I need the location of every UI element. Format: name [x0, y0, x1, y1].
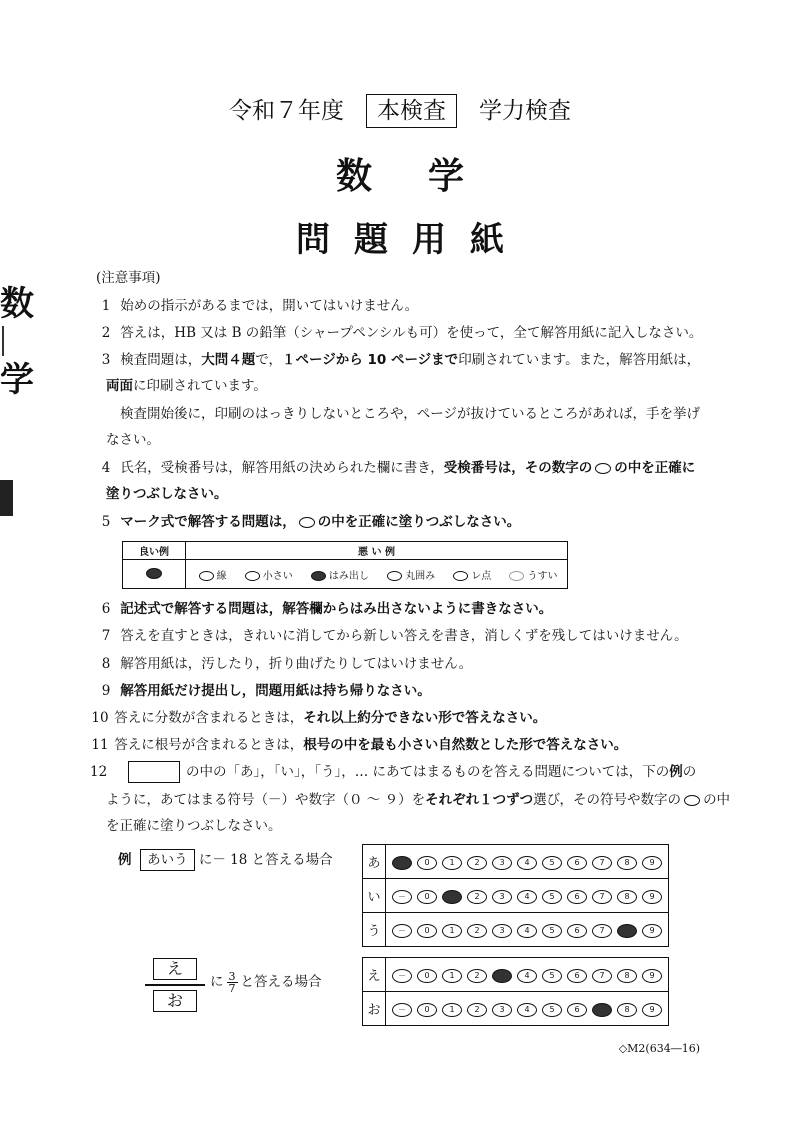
bad-example-line: 線 [196, 567, 227, 582]
small-dot-oval-icon [245, 571, 260, 581]
answer-grid-key: あ [363, 845, 386, 879]
answer-bubble[interactable]: 0 [417, 969, 437, 983]
good-example-cell [123, 560, 186, 589]
sheet-title: 問題用紙 [296, 220, 528, 260]
slashed-oval-icon [199, 571, 214, 581]
note-8: 8 解答用紙は，汚したり，折り曲げたりしてはいけません。 [101, 656, 473, 672]
note-2: 2 答えは，HB 又は B の鉛筆（シャープペンシルも可）を使って，全て解答用紙に記入しなさい。 [101, 325, 703, 341]
answer-bubble[interactable]: 1 [442, 969, 462, 983]
note-7: 7 答えを直すときは，きれいに消してから新しい答えを書き，消しくずを残してはいけません。 [101, 628, 688, 644]
answer-bubble[interactable]: 2 [467, 890, 487, 904]
faint-oval-icon [509, 571, 524, 581]
bad-example-faint: うすい [506, 567, 557, 582]
answer-bubble[interactable]: 9 [642, 890, 662, 904]
answer-bubble[interactable]: 1 [442, 856, 462, 870]
example-2-fraction-boxes [145, 958, 205, 1012]
answer-bubble[interactable]: 9 [642, 924, 662, 938]
note-5: 5 マーク式で解答する問題は， の中を正確に塗りつぶしなさい。 [101, 514, 521, 530]
answer-bubble[interactable]: 6 [567, 969, 587, 983]
side-subject-char-2: 学 [0, 360, 34, 400]
filled-oval-icon [146, 568, 162, 579]
exam-type-box: 本検査 [366, 94, 457, 128]
answer-bubble[interactable]: 5 [542, 856, 562, 870]
answer-bubble[interactable]: 3 [492, 856, 512, 870]
answer-grid-row [363, 879, 669, 913]
answer-bubble[interactable]: － [392, 924, 412, 938]
answer-grid-1 [362, 844, 669, 947]
answer-bubble[interactable]: 4 [517, 890, 537, 904]
note-3: 3 検査問題は，大問４題で，１ページから 10 ページまで印刷されています。また，解答用紙は， [101, 352, 701, 368]
oval-icon [684, 795, 700, 806]
note-12-line-2: ように，あてはまる符号（－）や数字（０ ～ ９）をそれぞれ１つずつ選び，その符号や数字の の中 [106, 792, 731, 808]
answer-grid-row [363, 992, 669, 1026]
answer-bubble[interactable]: － [392, 969, 412, 983]
bad-example-small: 小さい [242, 567, 293, 582]
answer-bubble[interactable]: － [392, 890, 412, 904]
answer-grid-key: い [363, 879, 386, 913]
answer-bubble[interactable]: 2 [467, 1003, 487, 1017]
notes-heading: (注意事項) [96, 270, 161, 286]
answer-bubble[interactable]: 9 [642, 856, 662, 870]
example-2-bottom-box: お [153, 990, 197, 1012]
check-oval-icon [453, 571, 468, 581]
answer-bubble[interactable]: 6 [567, 924, 587, 938]
example-2-fraction: $\frac{3}{7}$ [228, 970, 236, 995]
side-black-mark [0, 480, 13, 516]
answer-bubble[interactable]: 2 [467, 969, 487, 983]
oval-icon [299, 517, 315, 528]
answer-bubble[interactable]: 8 [617, 924, 637, 938]
answer-bubble[interactable]: 9 [642, 969, 662, 983]
answer-bubble[interactable]: 5 [542, 1003, 562, 1017]
answer-bubble[interactable]: 4 [517, 969, 537, 983]
note-3-line-4: なさい。 [106, 432, 160, 448]
answer-grid-key: う [363, 913, 386, 947]
answer-bubble[interactable]: 3 [492, 1003, 512, 1017]
note-4: 4 氏名，受検番号は，解答用紙の決められた欄に書き，受検番号は，その数字の の中を正確に [101, 460, 696, 476]
answer-grid-key: え [363, 958, 386, 992]
answer-bubble[interactable]: 4 [517, 924, 537, 938]
good-example-header: 良い例 [123, 542, 186, 560]
answer-bubble[interactable]: 8 [617, 890, 637, 904]
answer-grid-row [363, 913, 669, 947]
example-1-box: あいう [140, 849, 195, 871]
answer-bubble[interactable]: 8 [617, 856, 637, 870]
answer-bubble[interactable]: 2 [467, 924, 487, 938]
answer-bubble[interactable]: 4 [517, 1003, 537, 1017]
answer-bubble[interactable]: 6 [567, 890, 587, 904]
answer-bubble[interactable]: 6 [567, 1003, 587, 1017]
answer-bubble[interactable]: 7 [592, 890, 612, 904]
answer-bubble[interactable]: 3 [492, 890, 512, 904]
answer-grid-row [363, 845, 669, 879]
answer-grid-2 [362, 957, 669, 1026]
answer-grid-bubbles [386, 913, 669, 947]
oval-icon [595, 463, 611, 474]
answer-bubble[interactable]: 0 [417, 856, 437, 870]
answer-grid-bubbles [386, 992, 669, 1026]
answer-bubble[interactable]: 3 [492, 969, 512, 983]
note-3-line-2: 両面に印刷されています。 [106, 378, 267, 394]
answer-bubble[interactable]: 2 [467, 856, 487, 870]
answer-grid-key: お [363, 992, 386, 1026]
bad-example-check: レ点 [450, 567, 491, 582]
answer-bubble[interactable]: 3 [492, 924, 512, 938]
note-9: 9 解答用紙だけ提出し，問題用紙は持ち帰りなさい。 [101, 683, 431, 699]
answer-bubble[interactable]: 5 [542, 969, 562, 983]
bad-example-cell [186, 560, 568, 589]
note-1: 1 始めの指示があるまでは，開いてはいけません。 [101, 298, 419, 314]
example-2-top-box: え [153, 958, 197, 980]
answer-bubble[interactable]: 5 [542, 924, 562, 938]
example-2-label: に $\frac{3}{7}$ と答える場合 [210, 970, 322, 995]
bad-example-overflow: はみ出し [308, 567, 369, 582]
answer-bubble[interactable]: 7 [592, 856, 612, 870]
answer-bubble[interactable]: 5 [542, 890, 562, 904]
note-12-number: 12 [90, 764, 108, 780]
note-11: 11 答えに根号が含まれるときは，根号の中を最も小さい自然数とした形で答えなさい。 [91, 737, 628, 753]
answer-grid-row [363, 958, 669, 992]
answer-bubble[interactable]: 1 [442, 1003, 462, 1017]
side-subject-char-1: 数 [0, 284, 34, 324]
note-10: 10 答えに分数が含まれるときは，それ以上約分できない形で答えなさい。 [91, 710, 547, 726]
exam-year: 令和７年度 [229, 98, 344, 124]
blank-answer-box [128, 761, 180, 783]
answer-bubble[interactable]: 1 [442, 890, 462, 904]
answer-bubble[interactable]: － [392, 1003, 412, 1017]
answer-bubble[interactable]: 0 [417, 1003, 437, 1017]
exam-title-line [0, 92, 800, 128]
answer-bubble[interactable]: 9 [642, 1003, 662, 1017]
answer-grid-bubbles [386, 879, 669, 913]
note-12: の中の「あ」，「い」，「う」，… にあてはまるものを答える問題については，下の例の [186, 764, 697, 780]
answer-bubble[interactable]: 7 [592, 924, 612, 938]
answer-grid-bubbles [386, 845, 669, 879]
answer-bubble[interactable]: 7 [592, 1003, 612, 1017]
answer-bubble[interactable]: 8 [617, 969, 637, 983]
page-code: ◇M2(634―16) [618, 1042, 700, 1055]
answer-grid-bubbles [386, 958, 669, 992]
answer-bubble[interactable]: 8 [617, 1003, 637, 1017]
answer-bubble[interactable]: － [392, 856, 412, 870]
note-4-line-2: 塗りつぶしなさい。 [106, 486, 228, 502]
answer-bubble[interactable]: 7 [592, 969, 612, 983]
note-12-line-3: を正確に塗りつぶしなさい。 [106, 818, 282, 834]
answer-bubble[interactable]: 4 [517, 856, 537, 870]
note-6: 6 記述式で解答する問題は，解答欄からはみ出さないように書きなさい。 [101, 601, 553, 617]
fraction-bar [145, 984, 205, 986]
bad-example-circle: 丸囲み [384, 567, 435, 582]
mark-example-table [122, 541, 568, 589]
scribble-oval-icon [311, 571, 326, 581]
circled-oval-icon [387, 571, 402, 581]
example-1-label: 例 あいう に－ 18 と答える場合 [118, 848, 333, 871]
exam-kind: 学力検査 [479, 98, 571, 124]
answer-bubble[interactable]: 6 [567, 856, 587, 870]
subject-title: 数学 [335, 155, 520, 197]
answer-bubble[interactable]: 1 [442, 924, 462, 938]
answer-bubble[interactable]: 0 [417, 924, 437, 938]
answer-bubble[interactable]: 0 [417, 890, 437, 904]
note-3-line-3: 検査開始後に，印刷のはっきりしないところや，ページが抜けているところがあれば，手を挙げ [120, 406, 700, 422]
bad-example-header: 悪 い 例 [186, 542, 568, 560]
